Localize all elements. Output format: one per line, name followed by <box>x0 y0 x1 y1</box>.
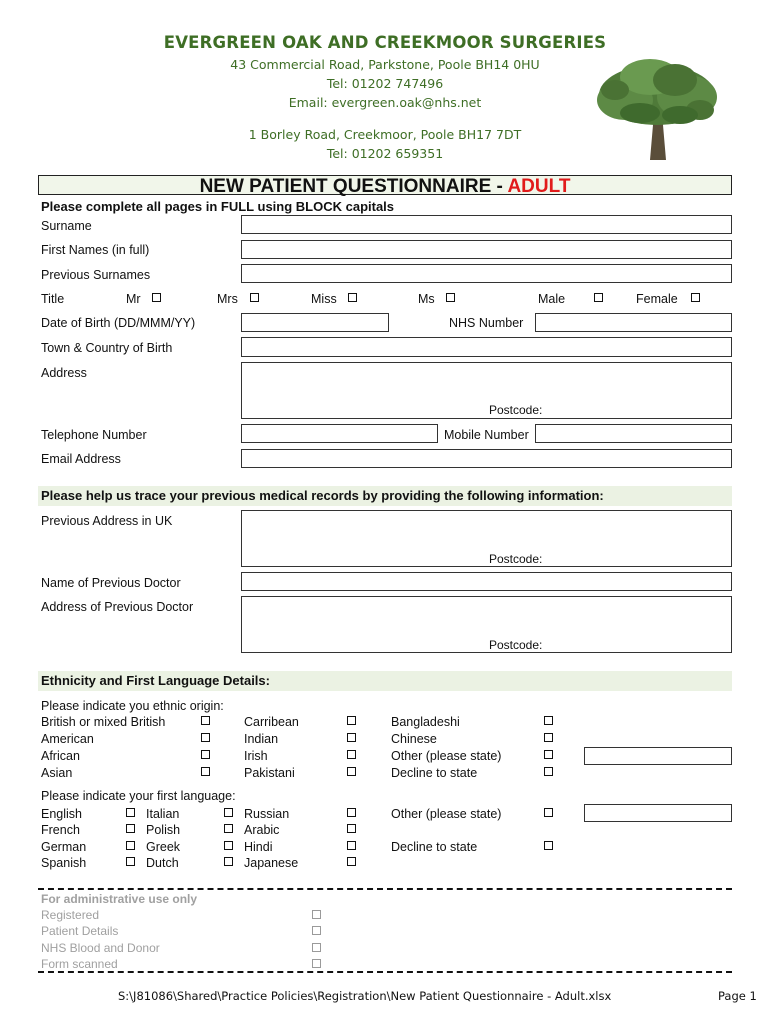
ethnicity-checkbox[interactable] <box>201 767 210 776</box>
ethnicity-checkbox[interactable] <box>201 733 210 742</box>
birth-place-label: Town & Country of Birth <box>41 341 173 355</box>
language-decline-label: Decline to state <box>391 840 478 854</box>
nhs-number-field[interactable] <box>535 313 732 332</box>
language-option: Japanese <box>244 856 299 870</box>
language-checkbox[interactable] <box>347 824 356 833</box>
language-option: Hindi <box>244 840 273 854</box>
mobile-label: Mobile Number <box>444 428 529 442</box>
admin-divider-bottom <box>38 971 732 973</box>
ethnicity-option: Other (please state) <box>391 749 502 763</box>
form-title-main: NEW PATIENT QUESTIONNAIRE - <box>199 176 508 197</box>
previous-doctor-field[interactable] <box>241 572 732 591</box>
ethnicity-heading: Ethnicity and First Language Details: <box>38 671 732 691</box>
language-option: Dutch <box>146 856 179 870</box>
admin-item: Form scanned <box>41 957 118 971</box>
admin-item: NHS Blood and Donor <box>41 941 160 955</box>
practice-name: EVERGREEN OAK AND CREEKMOOR SURGERIES <box>163 33 607 52</box>
ethnic-origin-prompt: Please indicate you ethnic origin: <box>41 699 224 713</box>
title-ms-checkbox[interactable] <box>446 293 455 302</box>
language-checkbox[interactable] <box>126 824 135 833</box>
language-option: English <box>41 807 82 821</box>
address-field[interactable] <box>241 362 732 419</box>
ethnicity-option: Bangladeshi <box>391 715 460 729</box>
previous-doctor-address-field[interactable] <box>241 596 732 653</box>
language-checkbox[interactable] <box>224 824 233 833</box>
language-other-checkbox[interactable] <box>544 808 553 817</box>
language-checkbox[interactable] <box>126 857 135 866</box>
ethnicity-checkbox[interactable] <box>201 750 210 759</box>
title-ms-label: Ms <box>418 292 435 306</box>
address-label: Address <box>41 366 87 380</box>
ethnicity-checkbox[interactable] <box>544 733 553 742</box>
ethnicity-checkbox[interactable] <box>347 733 356 742</box>
title-miss-checkbox[interactable] <box>348 293 357 302</box>
title-label: Title <box>41 292 65 306</box>
surname-field[interactable] <box>241 215 732 234</box>
address-postcode-label: Postcode: <box>489 403 543 417</box>
language-checkbox[interactable] <box>126 808 135 817</box>
ethnicity-checkbox[interactable] <box>544 767 553 776</box>
address-line-2: 1 Borley Road, Creekmoor, Poole BH17 7DT <box>248 127 522 142</box>
ethnicity-option: Irish <box>244 749 268 763</box>
language-option: German <box>41 840 87 854</box>
title-miss-label: Miss <box>311 292 337 306</box>
first-names-field[interactable] <box>241 240 732 259</box>
ethnicity-option: Pakistani <box>244 766 295 780</box>
language-checkbox[interactable] <box>347 857 356 866</box>
address-line-1: 43 Commercial Road, Parkstone, Poole BH14 0HU <box>230 57 540 72</box>
language-option: Spanish <box>41 856 87 870</box>
gender-female-checkbox[interactable] <box>691 293 700 302</box>
ethnicity-option: British or mixed British <box>41 715 166 729</box>
ethnicity-checkbox[interactable] <box>544 716 553 725</box>
admin-checkbox[interactable] <box>312 926 321 935</box>
language-other-label: Other (please state) <box>391 807 502 821</box>
previous-address-label: Previous Address in UK <box>41 514 173 528</box>
previous-surnames-label: Previous Surnames <box>41 268 151 282</box>
dob-label: Date of Birth (DD/MMM/YY) <box>41 316 196 330</box>
admin-checkbox[interactable] <box>312 959 321 968</box>
email-label: Email Address <box>41 452 121 466</box>
language-checkbox[interactable] <box>126 841 135 850</box>
email-line: Email: evergreen.oak@nhs.net <box>288 95 482 110</box>
surname-label: Surname <box>41 219 92 233</box>
title-mrs-label: Mrs <box>217 292 238 306</box>
language-decline-checkbox[interactable] <box>544 841 553 850</box>
ethnicity-option: Asian <box>41 766 73 780</box>
telephone-field[interactable] <box>241 424 438 443</box>
ethnicity-checkbox[interactable] <box>347 750 356 759</box>
previous-address-postcode-label: Postcode: <box>489 552 543 566</box>
telephone-label: Telephone Number <box>41 428 147 442</box>
oak-tree-icon <box>595 55 720 160</box>
language-prompt: Please indicate your first language: <box>41 789 236 803</box>
telephone-line-2: Tel: 01202 659351 <box>326 146 444 161</box>
previous-surnames-field[interactable] <box>241 264 732 283</box>
admin-item: Registered <box>41 908 100 922</box>
ethnicity-option: Decline to state <box>391 766 478 780</box>
title-mr-label: Mr <box>126 292 141 306</box>
language-checkbox[interactable] <box>224 808 233 817</box>
gender-female-label: Female <box>636 292 678 306</box>
previous-doctor-address-label: Address of Previous Doctor <box>41 600 194 614</box>
language-option: Italian <box>146 807 180 821</box>
first-names-label: First Names (in full) <box>41 243 150 257</box>
language-other-field[interactable] <box>584 804 732 822</box>
form-title <box>38 175 732 195</box>
ethnicity-option: American <box>41 732 94 746</box>
admin-divider-top <box>38 888 732 890</box>
admin-heading: For administrative use only <box>41 892 198 906</box>
form-title-accent: ADULT <box>507 176 571 197</box>
dob-field[interactable] <box>241 313 389 332</box>
previous-doctor-postcode-label: Postcode: <box>489 638 543 652</box>
records-heading: Please help us trace your previous medical records by providing the following information: <box>38 486 732 506</box>
language-checkbox[interactable] <box>224 841 233 850</box>
language-option: Greek <box>146 840 181 854</box>
language-option: Arabic <box>244 823 280 837</box>
gender-male-label: Male <box>538 292 566 306</box>
ethnicity-checkbox[interactable] <box>347 767 356 776</box>
language-option: Russian <box>244 807 290 821</box>
ethnicity-checkbox[interactable] <box>201 716 210 725</box>
mobile-field[interactable] <box>535 424 732 443</box>
admin-checkbox[interactable] <box>312 910 321 919</box>
file-path: S:\J81086\Shared\Practice Policies\Registration\New Patient Questionnaire - Adult.xlsx <box>118 989 612 1003</box>
ethnicity-option: Indian <box>244 732 279 746</box>
telephone-line-1: Tel: 01202 747496 <box>326 76 444 91</box>
ethnicity-option: Carribean <box>244 715 299 729</box>
birth-place-field[interactable] <box>241 337 732 357</box>
language-option: French <box>41 823 80 837</box>
title-mrs-checkbox[interactable] <box>250 293 259 302</box>
admin-checkbox[interactable] <box>312 943 321 952</box>
ethnicity-option: Chinese <box>391 732 437 746</box>
instructions: Please complete all pages in FULL using BLOCK capitals <box>41 199 395 214</box>
ethnicity-checkbox[interactable] <box>347 716 356 725</box>
email-field[interactable] <box>241 449 732 468</box>
previous-address-field[interactable] <box>241 510 732 567</box>
title-mr-checkbox[interactable] <box>152 293 161 302</box>
ethnicity-other-field[interactable] <box>584 747 732 765</box>
language-checkbox[interactable] <box>224 857 233 866</box>
language-checkbox[interactable] <box>347 841 356 850</box>
ethnicity-option: African <box>41 749 80 763</box>
previous-doctor-label: Name of Previous Doctor <box>41 576 181 590</box>
ethnicity-checkbox[interactable] <box>544 750 553 759</box>
nhs-number-label: NHS Number <box>449 316 524 330</box>
language-option: Polish <box>146 823 181 837</box>
gender-male-checkbox[interactable] <box>594 293 603 302</box>
page-number: Page 1 <box>718 989 757 1003</box>
language-checkbox[interactable] <box>347 808 356 817</box>
admin-item: Patient Details <box>41 924 119 938</box>
